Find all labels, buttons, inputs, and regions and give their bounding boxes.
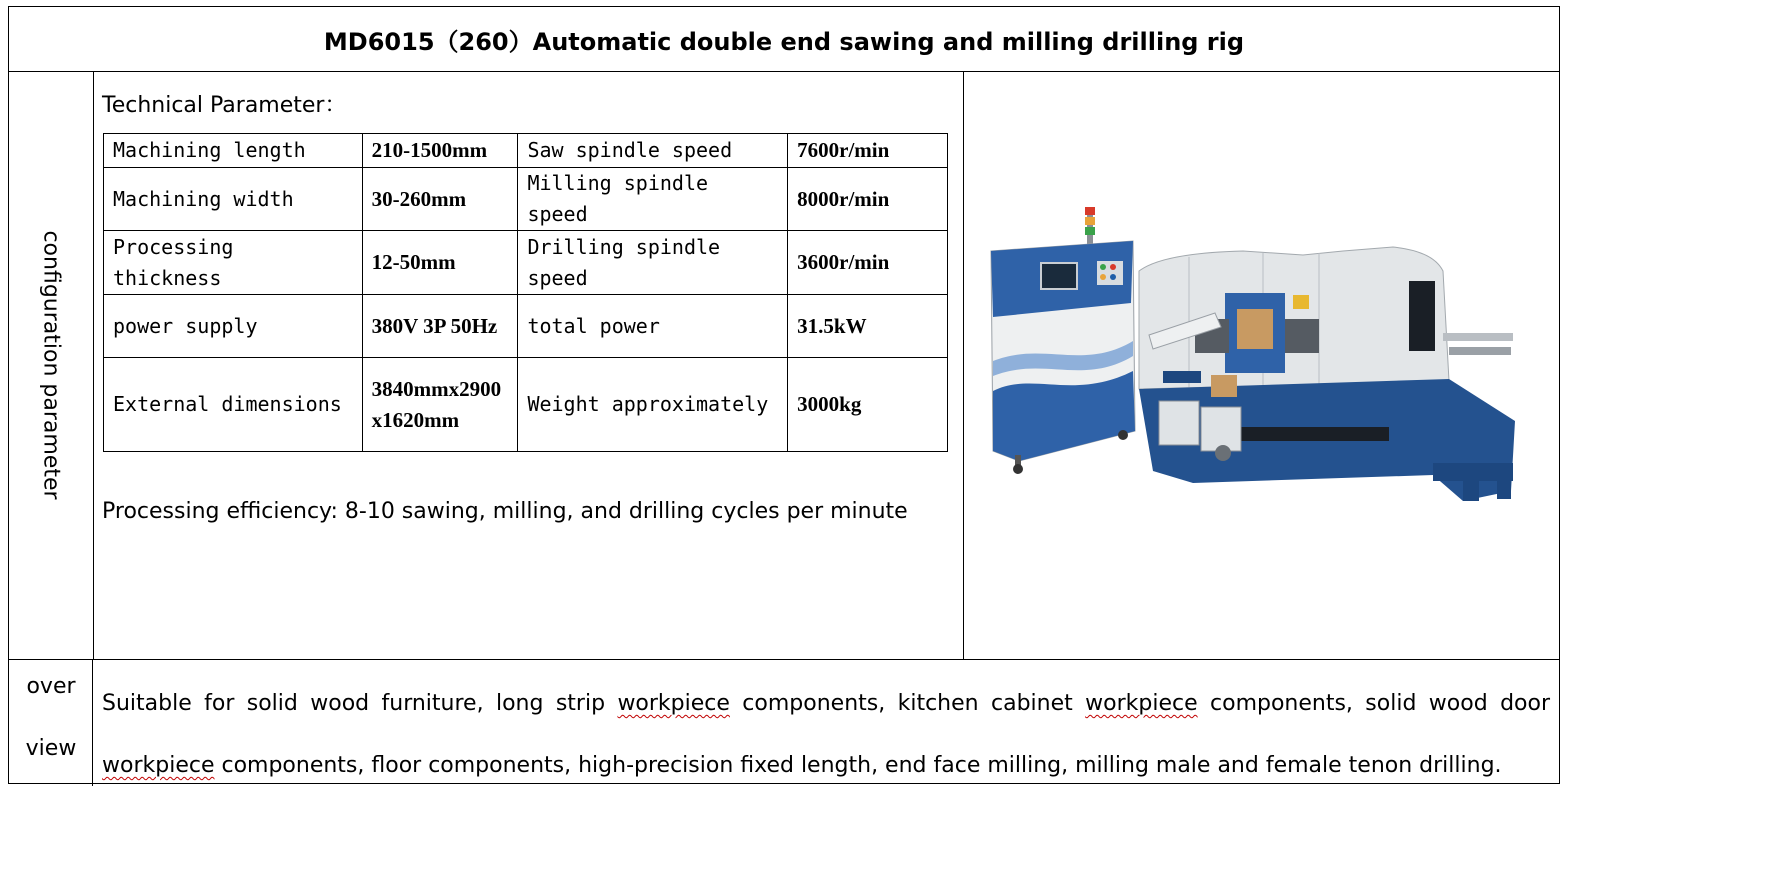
table-row (104, 295, 948, 358)
spec-key: power supply (104, 295, 363, 358)
spellcheck-word: workpiece (1085, 691, 1198, 716)
spec-key: External dimensions (104, 358, 363, 452)
spellcheck-word: workpiece (617, 691, 730, 716)
spec-key: Weight approximately (518, 358, 788, 452)
document-frame (8, 6, 1560, 784)
spec-key: Machining width (104, 168, 363, 231)
overview-text-part: Suitable for solid wood furniture, long strip (102, 691, 618, 716)
overview-row (9, 659, 1559, 786)
spec-key: Saw spindle speed (518, 134, 788, 168)
parameter-section (93, 71, 964, 659)
spellcheck-word: workpiece (102, 753, 215, 778)
overview-text-part: components, kitchen cabinet (729, 691, 1086, 716)
overview-label-line: view (25, 736, 77, 761)
document-title: MD6015（260）Automatic double end sawing and milling drilling rig (9, 7, 1559, 72)
overview-text-part: components, floor components, high-precision fixed length, end face milling, milling male and female tenon drilling. (214, 753, 1502, 778)
table-row (104, 358, 948, 452)
spec-value: 3600r/min (788, 231, 948, 295)
spec-key: Drilling spindle speed (518, 231, 788, 295)
spec-value: 380V 3P 50Hz (362, 295, 518, 358)
overview-text-part: components, solid wood door (1197, 691, 1550, 716)
overview-text (102, 673, 1550, 797)
side-column (9, 71, 94, 659)
spec-key: total power (518, 295, 788, 358)
overview-label (9, 660, 93, 786)
processing-efficiency-text: Processing efficiency: 8-10 sawing, milling, and drilling cycles per minute (102, 499, 908, 524)
configuration-parameter-label: configuration parameter (38, 230, 64, 500)
table-row (104, 231, 948, 295)
spec-value: 3840mmx2900x1620mm (362, 358, 518, 452)
spec-value: 30-260mm (362, 168, 518, 231)
table-row (104, 134, 948, 168)
spec-key: Milling spindle speed (518, 168, 788, 231)
spec-key: Processing thickness (104, 231, 363, 295)
spec-value: 3000kg (788, 358, 948, 452)
spec-value: 210-1500mm (362, 134, 518, 168)
spec-value: 7600r/min (788, 134, 948, 168)
spec-value: 12-50mm (362, 231, 518, 295)
spec-table (103, 133, 948, 452)
spec-value: 31.5kW (788, 295, 948, 358)
spec-key: Machining length (104, 134, 363, 168)
spec-value: 8000r/min (788, 168, 948, 231)
machine-image (963, 71, 1559, 659)
overview-label-line: over (26, 674, 76, 699)
technical-parameter-heading: Technical Parameter： (102, 93, 347, 118)
machine-image-cell (963, 71, 1559, 659)
table-row (104, 168, 948, 231)
